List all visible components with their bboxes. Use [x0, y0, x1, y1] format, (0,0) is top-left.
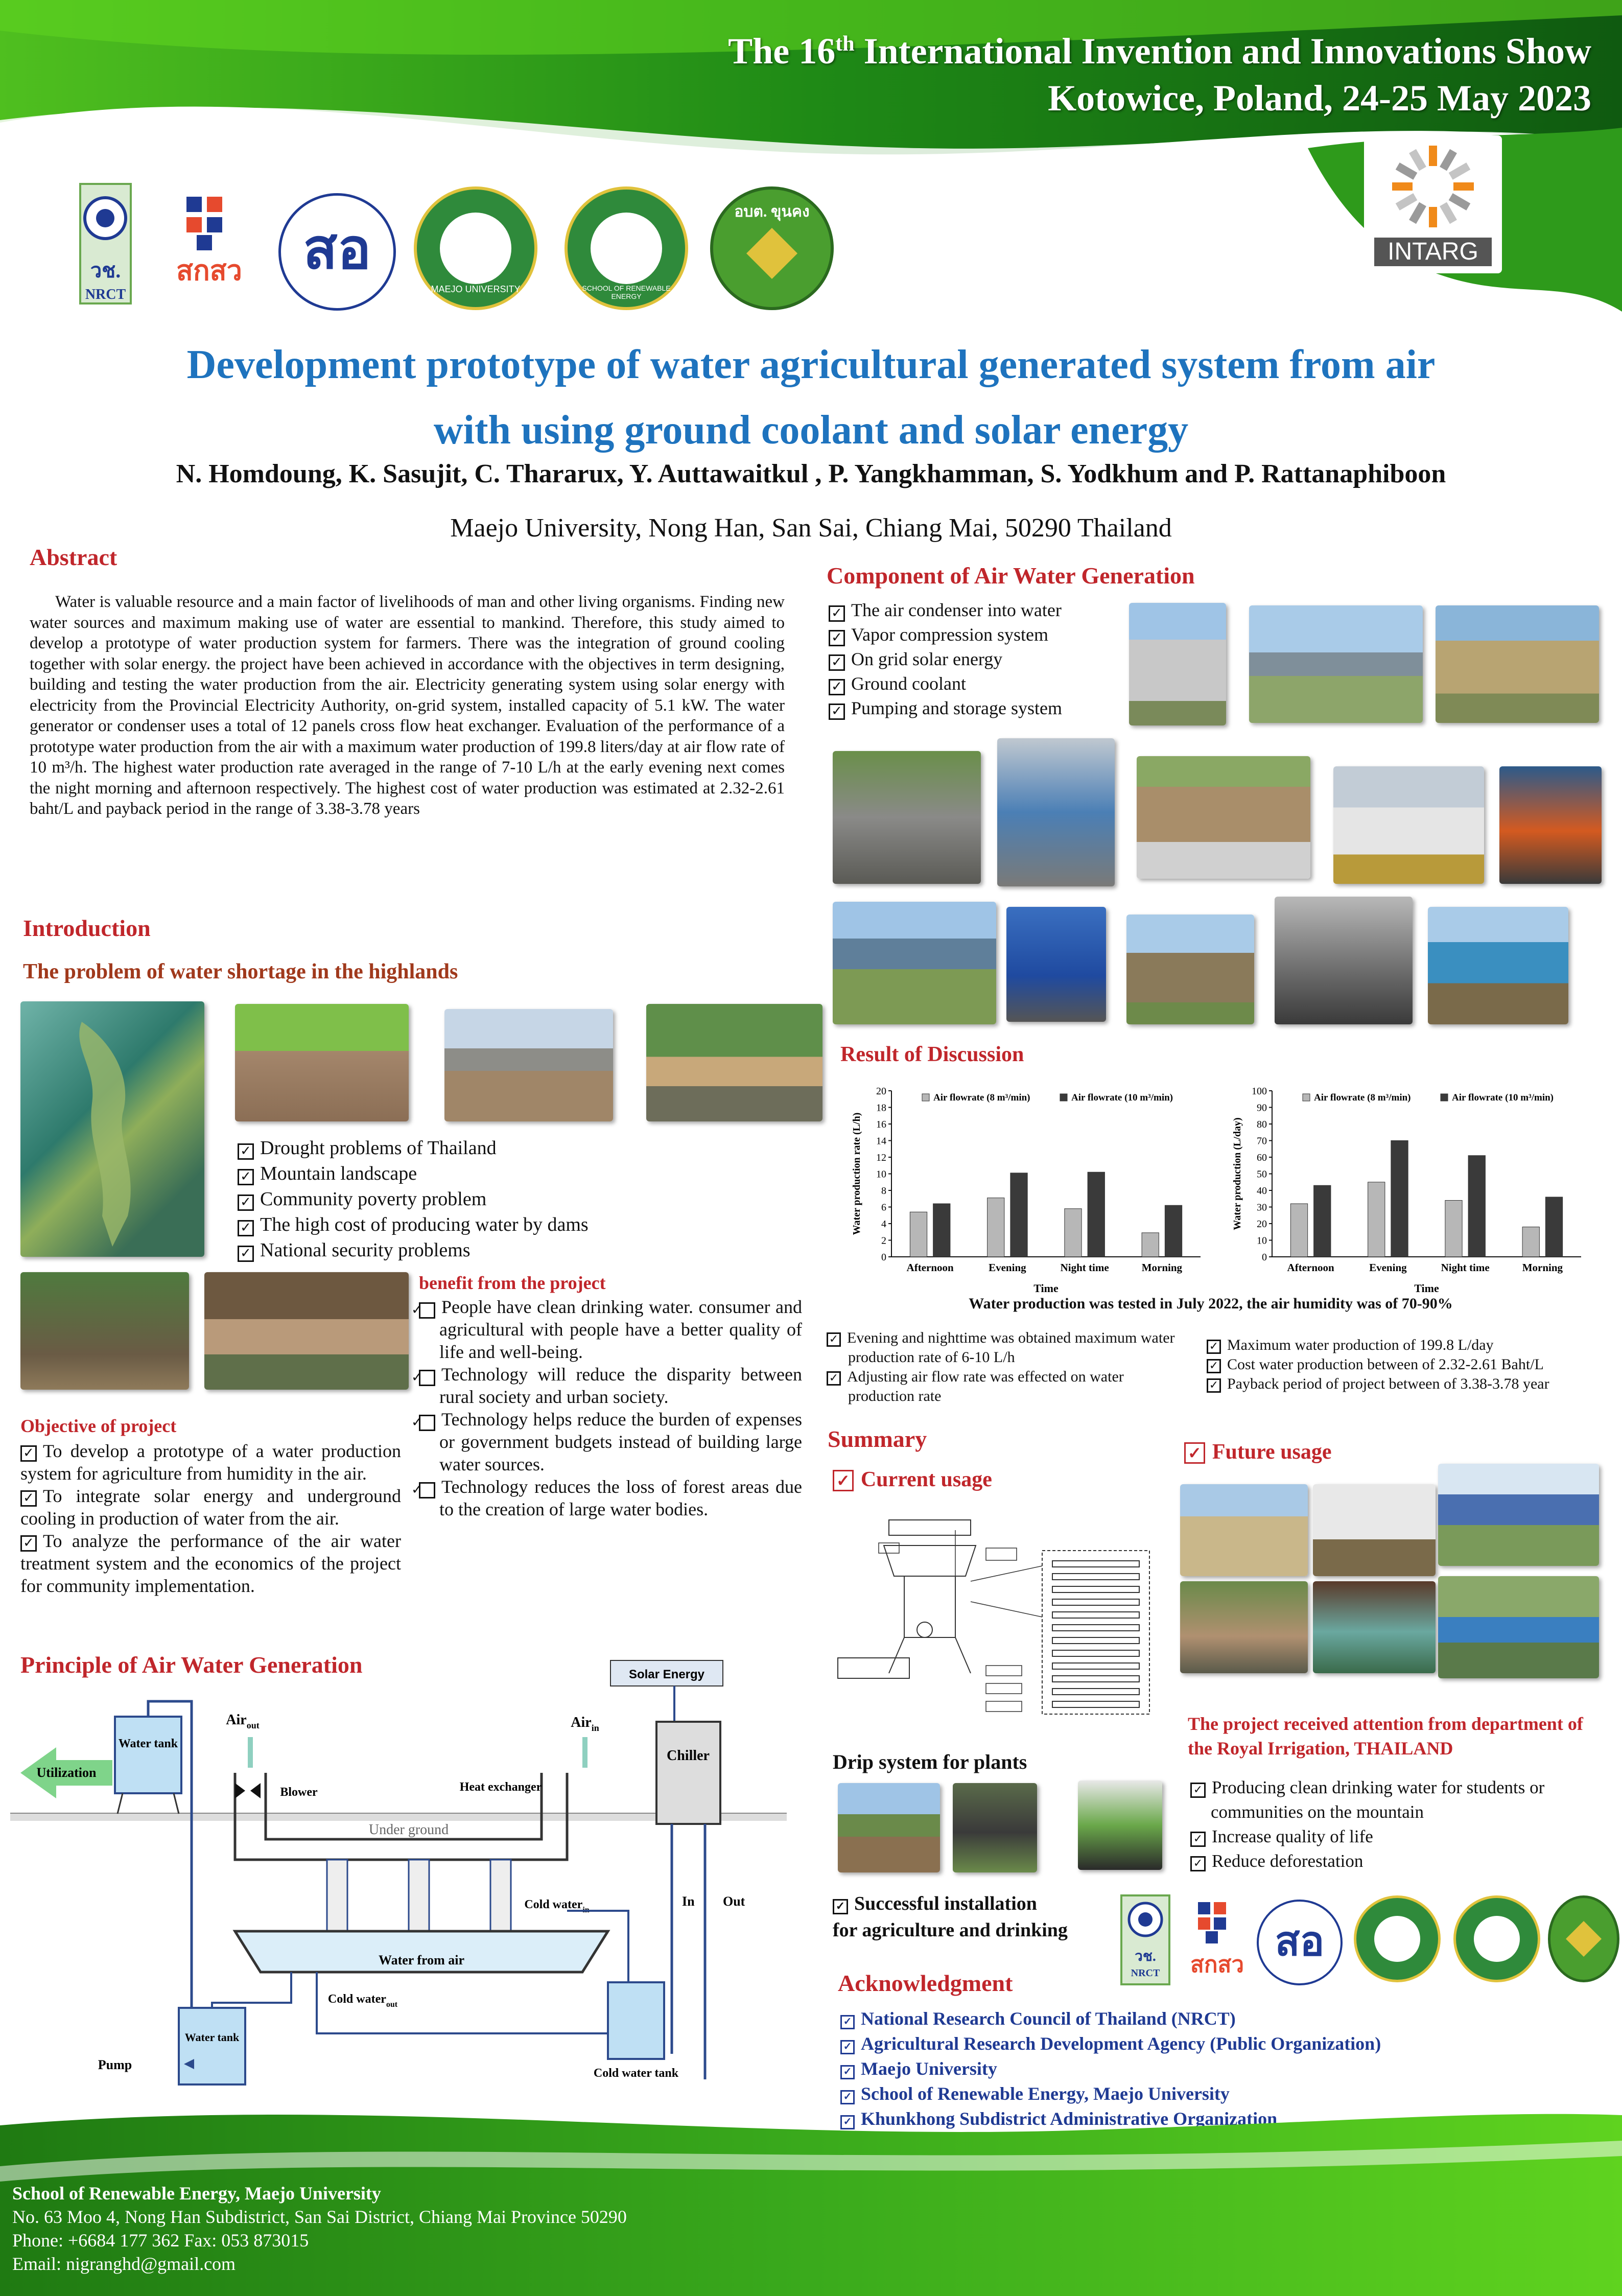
checkbox-icon: ✓ [419, 1415, 435, 1431]
blower-icon [235, 1783, 261, 1798]
intarg-logo [1364, 135, 1502, 273]
current-usage-schematic [828, 1500, 1160, 1740]
component-list [829, 598, 1062, 720]
bar [1290, 1204, 1307, 1257]
water-tank-top-shape [115, 1717, 181, 1793]
category-label: Afternoon [906, 1261, 954, 1274]
objective-list [20, 1440, 401, 1597]
y-tick-label: 60 [1257, 1152, 1267, 1163]
water-tank-bottom-label: Water tank [184, 2031, 240, 2044]
benefit-heading: benefit from the project [419, 1273, 606, 1293]
component-item: ✓ Pumping and storage system [829, 696, 1062, 720]
problem-item: ✓ Mountain landscape [238, 1161, 589, 1186]
component-item: ✓ The air condenser into water [829, 598, 1062, 622]
solar-energy-label: Solar Energy [628, 1668, 705, 1681]
cold-water-out-label: Cold water$_{out}$ [327, 1993, 398, 2009]
y-tick-label: 2 [881, 1235, 886, 1247]
chiller-label: Chiller [667, 1748, 710, 1764]
legend-swatch [1441, 1094, 1448, 1101]
benefit-item: ✓ Technology will reduce the disparity between rural society and urban society. [411, 1364, 802, 1407]
future-usage-heading: ✓ Future usage [1184, 1440, 1332, 1464]
utilization-label: Utilization [36, 1765, 97, 1780]
benefit-item: ✓ Technology reduces the loss of forest areas due to the creation of large water bodies. [411, 1477, 802, 1519]
checkbox-icon: ✓ [827, 1371, 841, 1386]
chiller-shape [656, 1722, 720, 1824]
y-tick-label: 80 [1257, 1119, 1267, 1130]
checkbox-icon: ✓ [1190, 1783, 1206, 1798]
y-tick-label: 14 [876, 1135, 886, 1147]
checkbox-icon: ✓ [1207, 1359, 1221, 1373]
bar [1522, 1227, 1539, 1257]
ack-item: ✓ Agricultural Research Development Agency (Public Organization) [840, 2031, 1607, 2056]
khunkhong-logo: อบต. ขุนคง [710, 186, 834, 310]
result-note: ✓ Adjusting air flow rate was effected on water production rate [827, 1367, 1192, 1406]
problem-list [238, 1135, 589, 1263]
heat-exchanger-frame-photo [833, 751, 981, 884]
checkbox-icon: ✓ [840, 2115, 855, 2129]
checkbox-icon: ✓ [829, 654, 845, 671]
checkbox-icon: ✓ [419, 1302, 435, 1319]
y-tick-label: 90 [1257, 1102, 1267, 1114]
bar [1142, 1233, 1159, 1257]
event-title: The 16th International Invention and Innovations Show Kotowice, Poland, 24-25 May 2023 [728, 20, 1591, 122]
future-item: ✓ Reduce deforestation [1190, 1849, 1599, 1873]
nrct-emblem-icon [81, 185, 130, 251]
bar [1468, 1156, 1485, 1257]
chart-water-production [1224, 1081, 1591, 1295]
future-photo-2 [1313, 1484, 1436, 1576]
checkbox-icon: ✓ [238, 1143, 254, 1160]
children-photo [204, 1272, 409, 1390]
results-left-notes [827, 1328, 1192, 1406]
objective-item: ✓ To develop a prototype of a water production system for agriculture from humidity in the air. [20, 1441, 401, 1484]
checkbox-icon: ✓ [840, 2040, 855, 2054]
category-label: Morning [1141, 1261, 1183, 1274]
drip-photo-2 [953, 1783, 1037, 1872]
pump-unit-photo [1499, 766, 1602, 884]
checkbox-icon: ✓ [827, 1332, 841, 1347]
checkbox-icon: ✓ [238, 1194, 254, 1211]
legend-label: Air flowrate (10 m³/min) [1452, 1092, 1554, 1103]
acknowledgment-heading: Acknowledgment [838, 1970, 1013, 1996]
objective-item: ✓ To integrate solar energy and underground cooling in production of water from the air. [20, 1486, 401, 1529]
ack-item: ✓ National Research Council of Thailand (NRCT) [840, 2006, 1607, 2031]
checkbox-icon: ✓ [20, 1535, 37, 1552]
maejo-logo-2: SCHOOL OF RENEWABLE ENERGY [565, 186, 688, 310]
ack-item: ✓ School of Renewable Energy, Maejo University [840, 2081, 1607, 2106]
air-in-label: Air$_{in}$ [571, 1715, 599, 1733]
arda-mark-icon [176, 192, 253, 253]
checkbox-icon: ✓ [1190, 1832, 1206, 1847]
category-label: Evening [1369, 1261, 1407, 1274]
checkbox-icon: ✓ [1207, 1378, 1221, 1393]
checkbox-icon: ✓ [840, 2090, 855, 2104]
footer-school: School of Renewable Energy, Maejo University [12, 2183, 381, 2204]
problem-item: ✓ National security problems [238, 1237, 589, 1263]
drought-field-photo [235, 1004, 409, 1121]
introduction-heading: Introduction [23, 915, 151, 941]
ground-trench-photo [1137, 756, 1310, 879]
bar [1445, 1201, 1462, 1257]
y-tick-label: 10 [876, 1168, 886, 1180]
forest-photo [20, 1272, 189, 1390]
checkbox-icon: ✓ [833, 1899, 848, 1914]
blower-label: Blower [280, 1786, 318, 1799]
pipe-assembly-photo [997, 738, 1115, 886]
pump-label: Pump [98, 2057, 132, 2072]
bar [1165, 1205, 1182, 1257]
community-photo [646, 1004, 822, 1121]
result-note: ✓ Payback period of project between of 3.38-3.78 year [1207, 1374, 1610, 1394]
component-item: ✓ Ground coolant [829, 671, 1062, 696]
motor-pump-photo [1428, 907, 1568, 1024]
checkbox-icon: ✓ [1184, 1442, 1205, 1464]
y-tick-label: 40 [1257, 1185, 1267, 1197]
result-note: ✓ Evening and nighttime was obtained maximum water production rate of 6-10 L/h [827, 1328, 1192, 1367]
arda-mark-small-icon [1190, 1898, 1252, 1944]
sor-logo: สอ [278, 193, 396, 311]
objective-item: ✓ To analyze the performance of the air water treatment system and the economics of the project for community implementation. [20, 1531, 401, 1596]
nrct-logo-small: วช. NRCT [1120, 1894, 1170, 1985]
checkbox-icon: ✓ [833, 1470, 854, 1491]
checkbox-icon: ✓ [238, 1246, 254, 1262]
footer-email[interactable]: Email: nigranghd@gmail.com [12, 2254, 236, 2274]
shed-photo [1436, 605, 1599, 723]
abstract-text: Water is valuable resource and a main factor of livelihoods of man and other living organisms. Finding new water sources and maximum making use of water are essential to mankind. Therefore, this study aimed to develop a prototype of water production system for farmers. There was the integration of ground cooling together with solar energy. the project have been achieved in accordance with the objectives in term designing, building and testing the water production from the air. Electricity generating system using solar energy with electricity from the Provincial Electricity Authority, on-grid system, installed capacity of 5.1 kW. The water generator or condenser uses a total of 12 panels cross flow heat exchanger. Evaluation of the performance of a prototype water production from the air with a maximum water production of 199.8 liters/day at air flow rate of 10 m³/h. The highest water production rate averaged in the range of 7-10 L/h at the early evening next comes the night morning and afternoon respectively. The highest cost of water production was estimated at 2.32-2.61 baht/L and payback period in the range of 3.38-3.78 years [30, 593, 785, 818]
y-tick-label: 10 [1257, 1235, 1267, 1247]
legend-swatch [922, 1094, 929, 1101]
ack-item: ✓ Maejo University [840, 2056, 1607, 2081]
result-note: ✓ Maximum water production of 199.8 L/day [1207, 1336, 1610, 1355]
interior-photo [1275, 897, 1413, 1024]
installation-text: ✓ Successful installation for agriculture and drinking [833, 1893, 1068, 1941]
blue-tank-photo [1006, 907, 1106, 1022]
nrct-emblem-small-icon [1122, 1896, 1168, 1942]
maejo-logo-small-2 [1453, 1895, 1540, 1982]
out-label: Out [723, 1894, 745, 1909]
benefit-item: ✓ People have clean drinking water. consumer and agricultural with people have a better quality of life and well-being. [411, 1297, 802, 1362]
condenser-tower-photo [1129, 603, 1226, 725]
checkbox-icon: ✓ [419, 1370, 435, 1386]
principle-heading: Principle of Air Water Generation [20, 1652, 363, 1678]
heat-exchanger-coil-1 [327, 1860, 347, 1936]
event-subtitle: Kotowice, Poland, 24-25 May 2023 [1048, 78, 1591, 119]
y-tick-label: 20 [876, 1086, 886, 1097]
ack-item: ✓ Khunkhong Subdistrict Administrative Organization [840, 2106, 1607, 2131]
y-tick-label: 16 [876, 1119, 886, 1130]
bar [1088, 1172, 1104, 1257]
footer-address: No. 63 Moo 4, Nong Han Subdistrict, San Sai District, Chiang Mai Province 50290 [12, 2207, 627, 2227]
x-axis-label: Time [1033, 1282, 1059, 1295]
checkbox-icon: ✓ [20, 1490, 37, 1507]
water-tower-photo [833, 902, 996, 1024]
legend-swatch [1303, 1094, 1310, 1101]
intarg-sunburst-icon [1364, 135, 1502, 238]
future-photo-4 [1180, 1581, 1308, 1673]
bar [1545, 1197, 1562, 1257]
future-photo-1 [1180, 1484, 1308, 1576]
y-tick-label: 0 [881, 1252, 886, 1263]
problem-item: ✓ Drought problems of Thailand [238, 1135, 589, 1161]
arda-logo-small: สกสว [1190, 1898, 1252, 1980]
drip-photo-1 [838, 1783, 940, 1872]
affiliation: Maejo University, Nong Han, San Sai, Chiang Mai, 50290 Thailand [450, 513, 1172, 543]
cold-water-in-label: Cold water$_{in}$ [524, 1898, 590, 1914]
chart-water-rate [843, 1081, 1211, 1295]
under-ground-label: Under ground [368, 1822, 449, 1838]
air-out-label: Air$_{out}$ [226, 1712, 260, 1730]
results-heading: Result of Discussion [840, 1043, 1024, 1066]
results-right-notes [1207, 1336, 1610, 1394]
results-caption: Water production was tested in July 2022, the air humidity was of 70-90% [969, 1295, 1453, 1312]
checkbox-icon: ✓ [1207, 1340, 1221, 1354]
checkbox-icon: ✓ [1190, 1856, 1206, 1871]
y-tick-label: 70 [1257, 1135, 1267, 1147]
y-tick-label: 8 [881, 1185, 886, 1197]
y-tick-label: 20 [1257, 1219, 1267, 1230]
checkbox-icon: ✓ [829, 704, 845, 720]
dam-photo [444, 1009, 613, 1121]
sor-logo-small: สอ [1257, 1900, 1343, 1985]
y-tick-label: 0 [1262, 1252, 1267, 1263]
checkbox-icon: ✓ [840, 2015, 855, 2029]
legend-label: Air flowrate (10 m³/min) [1071, 1092, 1173, 1103]
future-item: ✓ Producing clean drinking water for students or communities on the mountain [1190, 1775, 1599, 1824]
bar [1368, 1182, 1385, 1257]
maejo-logo-small-1 [1354, 1895, 1441, 1982]
y-tick-label: 30 [1257, 1202, 1267, 1213]
drip-heading: Drip system for plants [833, 1750, 1027, 1773]
heat-exchanger-label: Heat exchanger [459, 1780, 542, 1794]
bar [1391, 1141, 1408, 1257]
maejo-logo-1: MAEJO UNIVERSITY [414, 186, 537, 310]
drip-photo-3 [1078, 1780, 1162, 1870]
objective-heading: Objective of project [20, 1416, 177, 1436]
component-item: ✓ Vapor compression system [829, 622, 1062, 647]
principle-diagram [10, 1645, 797, 2120]
y-tick-label: 12 [876, 1152, 886, 1163]
problem-item: ✓ The high cost of producing water by dams [238, 1212, 589, 1237]
checkbox-icon: ✓ [238, 1220, 254, 1236]
bar [988, 1198, 1004, 1257]
y-tick-label: 18 [876, 1102, 886, 1114]
checkbox-icon: ✓ [829, 605, 845, 622]
khunkhong-emblem-icon [744, 225, 800, 282]
legend-label: Air flowrate (8 m³/min) [933, 1092, 1030, 1103]
problem-item: ✓ Community poverty problem [238, 1186, 589, 1212]
bar [910, 1212, 927, 1257]
authors: N. Homdoung, K. Sasujit, C. Thararux, Y. Auttawaitkul , P. Yangkhamman, S. Yodkhum and P. Rattanaphiboon [176, 459, 1446, 488]
bar [1065, 1209, 1082, 1257]
y-axis-label: Water production rate (L/h) [851, 1112, 862, 1235]
future-photo-5 [1313, 1581, 1436, 1673]
cold-water-tank-shape [608, 1982, 664, 2059]
abstract-heading: Abstract [30, 544, 117, 570]
intarg-label: INTARG [1374, 238, 1492, 266]
future-item: ✓ Increase quality of life [1190, 1824, 1599, 1849]
attention-text: The project received attention from department of the Royal Irrigation, THAILAND [1188, 1714, 1583, 1759]
nrct-logo: วช. NRCT [79, 183, 132, 304]
y-tick-label: 4 [881, 1219, 886, 1230]
category-label: Night time [1441, 1261, 1490, 1274]
benefit-item: ✓ Technology helps reduce the burden of expenses or government budgets instead of building large water sources. [411, 1409, 802, 1474]
category-label: Morning [1522, 1261, 1563, 1274]
problem-subheading: The problem of water shortage in the highlands [23, 960, 458, 983]
khunkhong-emblem-small-icon [1563, 1918, 1604, 1959]
bar [933, 1204, 950, 1257]
footer-contact [12, 2182, 627, 2276]
heat-exchanger-coil-2 [409, 1860, 429, 1936]
component-heading: Component of Air Water Generation [827, 563, 1195, 589]
y-axis-label: Water production (L/day) [1232, 1117, 1243, 1230]
future-photo-3 [1438, 1464, 1599, 1566]
category-label: Afternoon [1287, 1261, 1334, 1274]
thailand-map-image [20, 1001, 204, 1257]
result-note: ✓ Cost water production between of 2.32-2.61 Baht/L [1207, 1355, 1610, 1374]
water-from-air-label: Water from air [379, 1953, 464, 1967]
arda-logo: สกสว [176, 192, 253, 294]
map-relief-icon [20, 1001, 204, 1257]
x-axis-label: Time [1414, 1282, 1439, 1295]
current-usage-heading: ✓ Current usage [833, 1467, 992, 1492]
bar [1314, 1185, 1331, 1257]
y-tick-label: 50 [1257, 1168, 1267, 1180]
solar-array-photo [1249, 605, 1423, 723]
legend-swatch [1060, 1094, 1067, 1101]
future-photo-6 [1438, 1576, 1599, 1678]
component-item: ✓ On grid solar energy [829, 647, 1062, 671]
category-label: Night time [1060, 1261, 1109, 1274]
checkbox-icon: ✓ [829, 679, 845, 695]
water-tank-bottom-shape [179, 2008, 245, 2084]
y-tick-label: 100 [1252, 1086, 1267, 1097]
checkbox-icon: ✓ [238, 1169, 254, 1185]
summary-heading: Summary [828, 1426, 927, 1452]
compressor-photo [1333, 766, 1484, 884]
checkbox-icon: ✓ [20, 1445, 37, 1462]
poster-title: Development prototype of water agricultural generated system from air with using ground coolant and solar energy [186, 342, 1436, 453]
benefit-list [411, 1296, 802, 1520]
khunkhong-logo-small [1548, 1895, 1619, 1982]
heat-exchanger-coil-3 [490, 1860, 511, 1936]
footer-phone: Phone: +6684 177 362 Fax: 053 873015 [12, 2230, 309, 2251]
y-tick-label: 6 [881, 1202, 886, 1213]
in-label: In [682, 1894, 695, 1909]
checkbox-icon: ✓ [419, 1482, 435, 1498]
cold-water-tank-label: Cold water tank [593, 2067, 679, 2080]
future-items [1190, 1775, 1599, 1873]
water-tank-label: Water tank [118, 1737, 178, 1750]
field-pipe-photo [1126, 915, 1254, 1024]
bar [1010, 1173, 1027, 1257]
checkbox-icon: ✓ [840, 2065, 855, 2079]
checkbox-icon: ✓ [829, 630, 845, 646]
legend-label: Air flowrate (8 m³/min) [1314, 1092, 1411, 1103]
category-label: Evening [989, 1261, 1026, 1274]
